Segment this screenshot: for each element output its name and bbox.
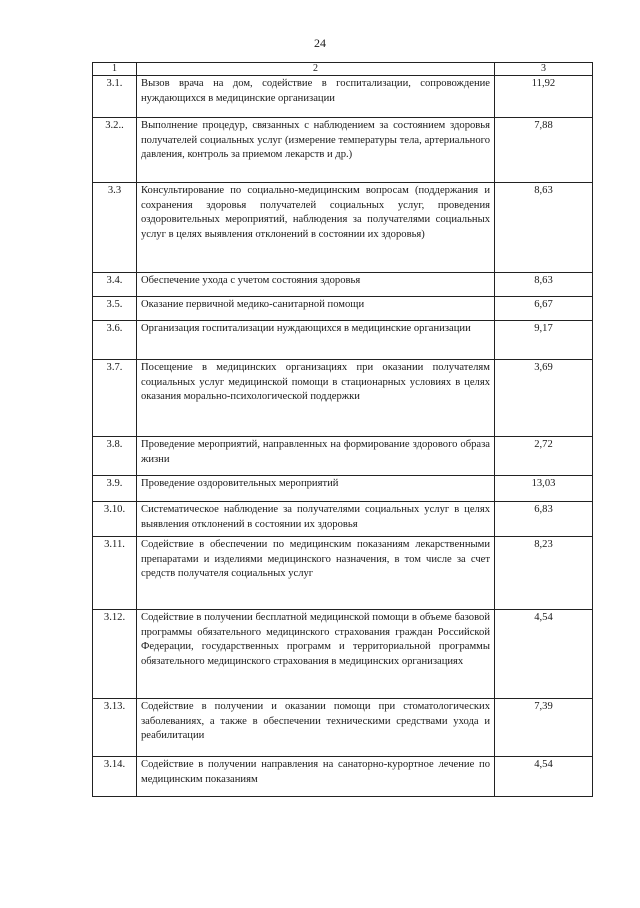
row-value: 7,88	[495, 118, 593, 183]
services-table	[92, 62, 593, 797]
table-row	[93, 757, 593, 797]
row-number: 3.11.	[93, 537, 137, 610]
table-header-row	[93, 63, 593, 76]
table-row	[93, 476, 593, 502]
row-description: Проведение мероприятий, направленных на формирование здорового образа жизни	[137, 437, 495, 476]
row-number: 3.14.	[93, 757, 137, 797]
table-row	[93, 502, 593, 537]
row-description: Содействие в получении бесплатной медицинской помощи в объеме базовой программы обязательного медицинского страхования граждан Российской Федерации, государственных программ и территориальной программы обязательного медицинского страхования в медицинских организациях	[137, 610, 495, 699]
column-header-3: 3	[495, 63, 593, 76]
row-value: 4,54	[495, 757, 593, 797]
row-value: 8,63	[495, 273, 593, 297]
column-header-2: 2	[137, 63, 495, 76]
row-description: Содействие в получении направления на санаторно-курортное лечение по медицинским показаниям	[137, 757, 495, 797]
row-description: Вызов врача на дом, содействие в госпитализации, сопровождение нуждающихся в медицинские организации	[137, 76, 495, 118]
table-row	[93, 118, 593, 183]
row-value: 7,39	[495, 699, 593, 757]
row-description: Посещение в медицинских организациях при оказании получателям социальных услуг медицинской помощи в стационарных условиях в целях оказания морально-психологической поддержки	[137, 360, 495, 437]
row-description: Систематическое наблюдение за получателями социальных услуг в целях выявления отклонений в состоянии их здоровья	[137, 502, 495, 537]
row-description: Проведение оздоровительных мероприятий	[137, 476, 495, 502]
row-value: 9,17	[495, 321, 593, 360]
row-number: 3.13.	[93, 699, 137, 757]
row-number: 3.4.	[93, 273, 137, 297]
table-row	[93, 537, 593, 610]
row-value: 8,23	[495, 537, 593, 610]
row-number: 3.8.	[93, 437, 137, 476]
table-row	[93, 437, 593, 476]
row-number: 3.7.	[93, 360, 137, 437]
row-number: 3.1.	[93, 76, 137, 118]
row-description: Содействие в получении и оказании помощи при стоматологических заболеваниях, а также в обеспечении техническими средствами ухода и реабилитации	[137, 699, 495, 757]
row-description: Содействие в обеспечении по медицинским показаниям лекарственными препаратами и изделиями медицинского назначения, в том числе за счет средств получателя социальных услуг	[137, 537, 495, 610]
page-number: 24	[314, 36, 326, 50]
row-value: 11,92	[495, 76, 593, 118]
row-number: 3.6.	[93, 321, 137, 360]
row-number: 3.2..	[93, 118, 137, 183]
row-value: 4,54	[495, 610, 593, 699]
row-description: Выполнение процедур, связанных с наблюдением за состоянием здоровья получателей социальных услуг (измерение температуры тела, артериального давления, контроль за приемом лекарств и др.)	[137, 118, 495, 183]
row-number: 3.10.	[93, 502, 137, 537]
table-row	[93, 699, 593, 757]
column-header-1: 1	[93, 63, 137, 76]
table-row	[93, 273, 593, 297]
table-row	[93, 76, 593, 118]
row-number: 3.5.	[93, 297, 137, 321]
row-number: 3.12.	[93, 610, 137, 699]
table-row	[93, 360, 593, 437]
table-row	[93, 610, 593, 699]
row-value: 8,63	[495, 183, 593, 273]
table-row	[93, 297, 593, 321]
table-row	[93, 321, 593, 360]
row-number: 3.9.	[93, 476, 137, 502]
row-description: Консультирование по социально-медицинским вопросам (поддержания и сохранения здоровья получателей социальных услуг, проведения оздоровительных мероприятий, наблюдения за получателями социальных услуг в целях выявления отклонений в состоянии их здоровья)	[137, 183, 495, 273]
row-description: Оказание первичной медико-санитарной помощи	[137, 297, 495, 321]
row-value: 6,83	[495, 502, 593, 537]
row-description: Организация госпитализации нуждающихся в медицинские организации	[137, 321, 495, 360]
row-value: 3,69	[495, 360, 593, 437]
row-value: 2,72	[495, 437, 593, 476]
row-description: Обеспечение ухода с учетом состояния здоровья	[137, 273, 495, 297]
row-value: 13,03	[495, 476, 593, 502]
row-value: 6,67	[495, 297, 593, 321]
row-number: 3.3	[93, 183, 137, 273]
table-row	[93, 183, 593, 273]
